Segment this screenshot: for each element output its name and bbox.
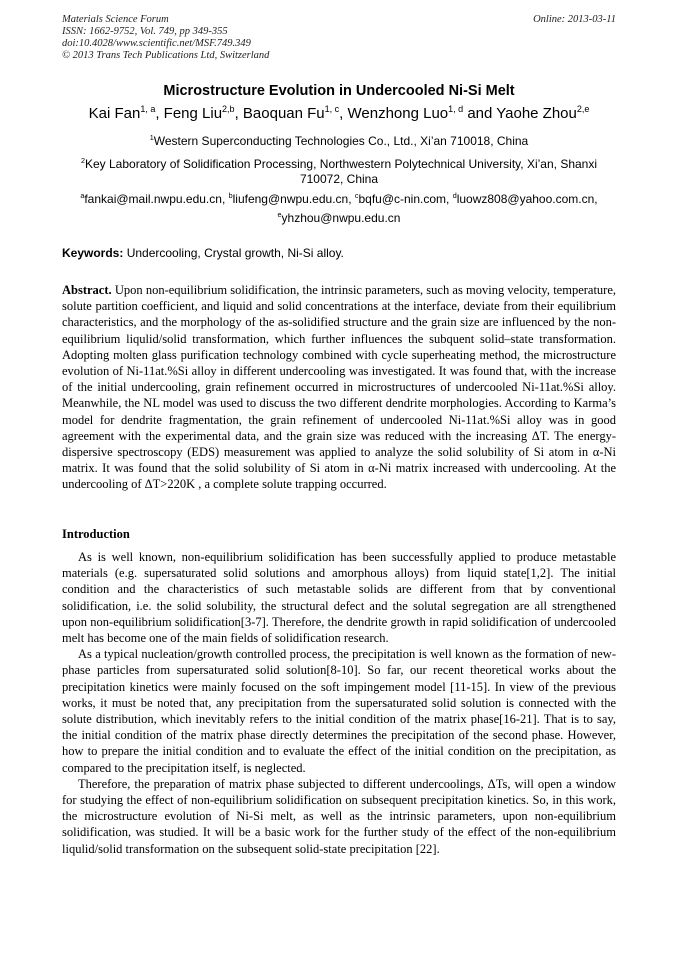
email-sup: a bbox=[80, 191, 85, 200]
affiliation-text: Western Superconducting Technologies Co., Ltd., Xi’an 710018, China bbox=[153, 134, 529, 148]
author-sup: 2,e bbox=[576, 104, 590, 114]
journal-header bbox=[62, 14, 616, 62]
author-sup: 1, d bbox=[448, 104, 464, 114]
abstract-text: Upon non-equilibrium solidification, the intrinsic parameters, such as moving velocity, temperature, solute partition coefficient, and liquid and solid concentrations at the interface, deviate from their equilibrium characteristics, and the morphology of the as-solidified structure and the grain size are influenced by the non-equilibrium liqulid/solid transformation, which further influences the subquent solid–state transformation. Adopting molten glass purification technology combined with cycle superheating method, the microstructure evolution of Ni-11at.%Si alloy in different undercooling was investigated. It was found that, with the increase of the initial undercooling, grain refinement occurred in microstructures of undercooled Ni-11at.%Si alloy. Meanwhile, the NL model was used to discuss the two different dendrite morphologies. According to Karma’s model for dendrite fragmentation, the grain refinement of undercooled Ni-11at.%Si alloy was in good agreement with the experimental data, and the grain size was reduced with the increasing ΔT. The energy-dispersive spectroscopy (EDS) measurement was applied to analyze the solid solubility of Si atom in α-Ni matrix. It was found that the solid solubility of Si atom in α-Ni matrix increased with undercooling. At the undercooling of ΔT>220K , a complete solute trapping occurred. bbox=[62, 283, 617, 492]
email-sup: e bbox=[277, 210, 282, 219]
paragraph: Therefore, the preparation of matrix phase subjected to different undercoolings, ΔTs, will open a window for studying the effect of non-equilibrium solidification on subsequent precipitation kinetics. So, in this work, the microstructure evolution of Ni-Si melt, as well as the intrinsic parameters, upon non-equilibrium solidification, was studied. It will be a basic work for the further study of the effect of the non-equilibrium liqulid/solid transformation on the subsequent solid-state precipitation [22]. bbox=[62, 776, 616, 856]
email-list: $^a$fankai@mail.nwpu.edu.cn, $^b$liufeng@nwpu.edu.cn, $^c$bqfu@c-nin.com, $^d$luowz808@yahoo.com.cn, $^e$yhzhou@nwpu.edu.cn bbox=[80, 191, 598, 225]
keywords-text: Undercooling, Crystal growth, Ni-Si alloy. bbox=[126, 246, 344, 260]
email-link[interactable]: luowz808@yahoo.com.cn bbox=[456, 192, 595, 206]
paragraph: As is well known, non-equilibrium solidification has been successfully applied to produce metastable materials (e.g. supersaturated solid solutions and amorphous alloys) from liquid state[1,2]. The initial condition and the characteristics of such metastable solids are different from that by conventional solidification, i.e. the solid solubility, the structural defect and the solutal segregation are all strengthened upon non-equilibrium solidification[3-7]. Therefore, the dendrite growth in rapid solidification of undercooled melt has become one of the main fields of solidification research. bbox=[62, 550, 616, 646]
email-link[interactable]: yhzhou@nwpu.edu.cn bbox=[281, 211, 401, 225]
keywords bbox=[62, 246, 616, 260]
email-sup: d bbox=[452, 191, 457, 200]
email-link[interactable]: fankai@mail.nwpu.edu.cn bbox=[84, 192, 222, 206]
author-name: Kai Fan bbox=[88, 105, 141, 122]
author-name: Yaohe Zhou bbox=[496, 105, 577, 122]
email-link[interactable]: liufeng@nwpu.edu.cn bbox=[232, 192, 349, 206]
abstract bbox=[62, 282, 616, 493]
author-name: Feng Liu bbox=[163, 105, 223, 122]
affiliation-2 bbox=[62, 153, 616, 187]
email-sup: c bbox=[354, 191, 359, 200]
author-sup: 2,b bbox=[222, 104, 235, 114]
introduction-heading: Introduction bbox=[62, 527, 130, 541]
email-link[interactable]: bqfu@c-nin.com bbox=[358, 192, 447, 206]
author-name: Baoquan Fu bbox=[242, 105, 325, 122]
author-list: Kai Fan$^{1, a}$, Feng Liu$^{2,b}$, Baoquan Fu$^{1, c}$, Wenzhong Luo$^{1, d}$ and Yaohe Zhou$^{2,e}$ bbox=[88, 104, 590, 122]
author-name: Wenzhong Luo bbox=[347, 105, 449, 122]
issn-line: ISSN: 1662-9752, Vol. 749, pp 349-355 bbox=[62, 26, 228, 37]
abstract-label: Abstract. bbox=[62, 283, 112, 297]
introduction-body bbox=[62, 549, 616, 857]
affiliation-text: Key Laboratory of Solidification Processing, Northwestern Polytechnical University, Xi’an, Shanxi 710072, China bbox=[84, 157, 598, 186]
online-date: Online: 2013-03-11 bbox=[533, 14, 616, 25]
journal-name: Materials Science Forum bbox=[62, 14, 169, 25]
affiliation-sup: 2 bbox=[80, 156, 85, 165]
author-sup: 1, a bbox=[140, 104, 156, 114]
copyright-line: © 2013 Trans Tech Publications Ltd, Switzerland bbox=[62, 50, 270, 61]
affiliation-1 bbox=[62, 130, 616, 149]
doi-line: doi:10.4028/www.scientific.net/MSF.749.349 bbox=[62, 38, 251, 49]
email-sup: b bbox=[228, 191, 233, 200]
paragraph: As a typical nucleation/growth controlled process, the precipitation is well known as the formation of new-phase particles from supersaturated solid solution[8-10]. So far, our recent theoretical works about the precipitation kinetics were mainly focused on the soft impingement model [11-15]. In view of the previous works, it must be noted that, any precipitation from the supersaturated solid solution is connected with the solute distribution, which inevitably refers to the initial condition of the matrix phase[16-21]. That is to say, the initial condition of the matrix phase directly determines the precipitation of the second phase. However, how to prepare the initial condition and to evaluate the effect of the initial condition on the precipitation, as compared to the precipitation itself, is neglected. bbox=[62, 647, 616, 775]
paper-title: Microstructure Evolution in Undercooled Ni-Si Melt bbox=[163, 83, 515, 99]
author-sup: 1, c bbox=[324, 104, 340, 114]
keywords-label: Keywords: bbox=[62, 246, 124, 260]
affiliation-sup: 1 bbox=[149, 133, 154, 142]
